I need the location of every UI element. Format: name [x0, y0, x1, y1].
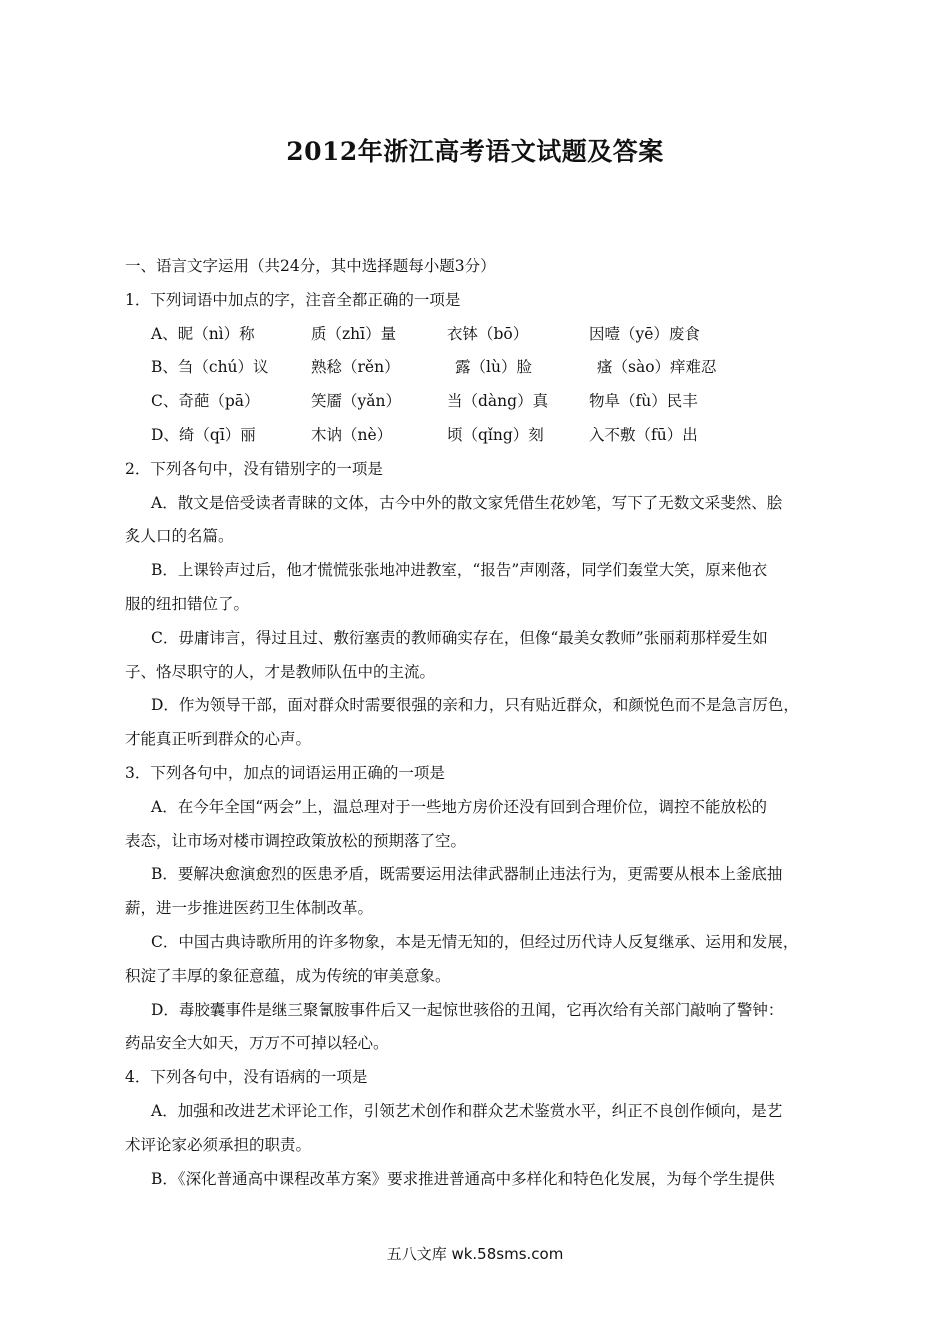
- q1-a-word-4: 因噎（yē）废食: [589, 324, 700, 343]
- q1-a-word-3: 衣钵（bō）: [447, 324, 529, 343]
- q2-option-b-line-2: 服的纽扣错位了。: [125, 594, 250, 613]
- q1-option-d: [125, 419, 830, 453]
- section-heading: 一、语言文字运用（共24分，其中选择题每小题3分）: [125, 257, 496, 275]
- q1-d-word-2: 木讷（nè）: [311, 425, 393, 444]
- q1-d-word-3: 顷（qǐng）刻: [447, 425, 544, 444]
- q1-a-word-2: 质（zhī）量: [311, 324, 397, 343]
- q3-option-c-line-2: 积淀了丰厚的象征意蕴，成为传统的审美意象。: [125, 966, 451, 985]
- q1-c-word-1: C、奇葩（pā）: [151, 392, 260, 411]
- q1-a-word-1: A、昵（nì）称: [151, 324, 255, 343]
- q1-option-a: [125, 318, 830, 352]
- q2-option-a-line-1: A．散文是倍受读者青睐的文体，古今中外的散文家凭借生花妙笔，写下了无数文采斐然、脍: [151, 493, 783, 512]
- page-title: 2012年浙江高考语文试题及答案: [286, 137, 664, 166]
- q3-option-b-line-2: 薪，进一步推进医药卫生体制改革。: [125, 899, 374, 918]
- q3-option-a-line-1: A．在今年全国“两会”上，温总理对于一些地方房价还没有回到合理价位，调控不能放松的: [151, 797, 768, 816]
- q1-b-word-2: 熟稔（rěn）: [311, 358, 400, 377]
- q3-option-c-line-1: C．中国古典诗歌所用的许多物象，本是无情无知的，但经过历代诗人反复继承、运用和发展，: [151, 932, 799, 951]
- q3-option-d-line-2: 药品安全大如天，万万不可掉以轻心。: [125, 1034, 389, 1053]
- q2-option-d-line-1: D．作为领导干部，面对群众时需要很强的亲和力，只有贴近群众，和颜悦色而不是急言厉色，: [151, 696, 799, 715]
- q3-option-d-line-1: D．毒胶囊事件是继三聚氰胺事件后又一起惊世骇俗的丑闻，它再次给有关部门敲响了警钟：: [151, 1000, 784, 1019]
- q3-option-b-line-1: B．要解决愈演愈烈的医患矛盾，既需要运用法律武器制止违法行为，更需要从根本上釜底抽: [151, 865, 783, 884]
- q4-option-b-line-1: B．《深化普通高中课程改革方案》要求推进普通高中多样化和特色化发展，为每个学生提供: [151, 1169, 775, 1188]
- q2-option-c-line-1: C．毋庸讳言，得过且过、敷衍塞责的教师确实存在，但像“最美女教师”张丽莉那样爱生如: [151, 628, 768, 647]
- q4-option-a-line-2: 术评论家必须承担的职责。: [125, 1135, 312, 1154]
- question-2-stem: 2．下列各句中，没有错别字的一项是: [125, 459, 383, 478]
- q4-option-a-line-1: A．加强和改进艺术评论工作，引领艺术创作和群众艺术鉴赏水平，纠正不良创作倾向，是艺: [151, 1101, 783, 1120]
- q1-c-word-4: 物阜（fù）民丰: [589, 392, 698, 411]
- q1-option-b: [125, 351, 830, 385]
- question-4-stem: 4．下列各句中，没有语病的一项是: [125, 1068, 368, 1087]
- q1-option-c: [125, 385, 830, 419]
- q1-b-word-3: 露（lù）脸: [455, 358, 532, 377]
- q2-option-b-line-1: B．上课铃声过后，他才慌慌张张地冲进教室，“报告”声刚落，同学们轰堂大笑，原来他衣: [151, 561, 768, 580]
- q2-option-d-line-2: 才能真正听到群众的心声。: [125, 730, 312, 749]
- q2-option-c-line-2: 子、恪尽职守的人，才是教师队伍中的主流。: [125, 662, 436, 681]
- q1-b-word-4: 瘙（sào）痒难忍: [597, 358, 717, 377]
- question-1-stem: 1．下列词语中加点的字，注音全都正确的一项是: [125, 290, 461, 309]
- q1-d-word-1: D、绮（qī）丽: [151, 425, 256, 444]
- q1-c-word-2: 笑靥（yǎn）: [311, 392, 401, 411]
- page-footer: 五八文库 wk.58sms.com: [386, 1245, 564, 1263]
- q1-b-word-1: B、刍（chú）议: [151, 358, 269, 377]
- question-3-stem: 3．下列各句中，加点的词语运用正确的一项是: [125, 763, 445, 782]
- q1-c-word-3: 当（dàng）真: [447, 392, 549, 411]
- q3-option-a-line-2: 表态，让市场对楼市调控政策放松的预期落了空。: [125, 831, 467, 850]
- q2-option-a-line-2: 炙人口的名篇。: [125, 527, 234, 546]
- exam-content: [125, 250, 830, 1196]
- q1-d-word-4: 入不敷（fū）出: [589, 425, 698, 444]
